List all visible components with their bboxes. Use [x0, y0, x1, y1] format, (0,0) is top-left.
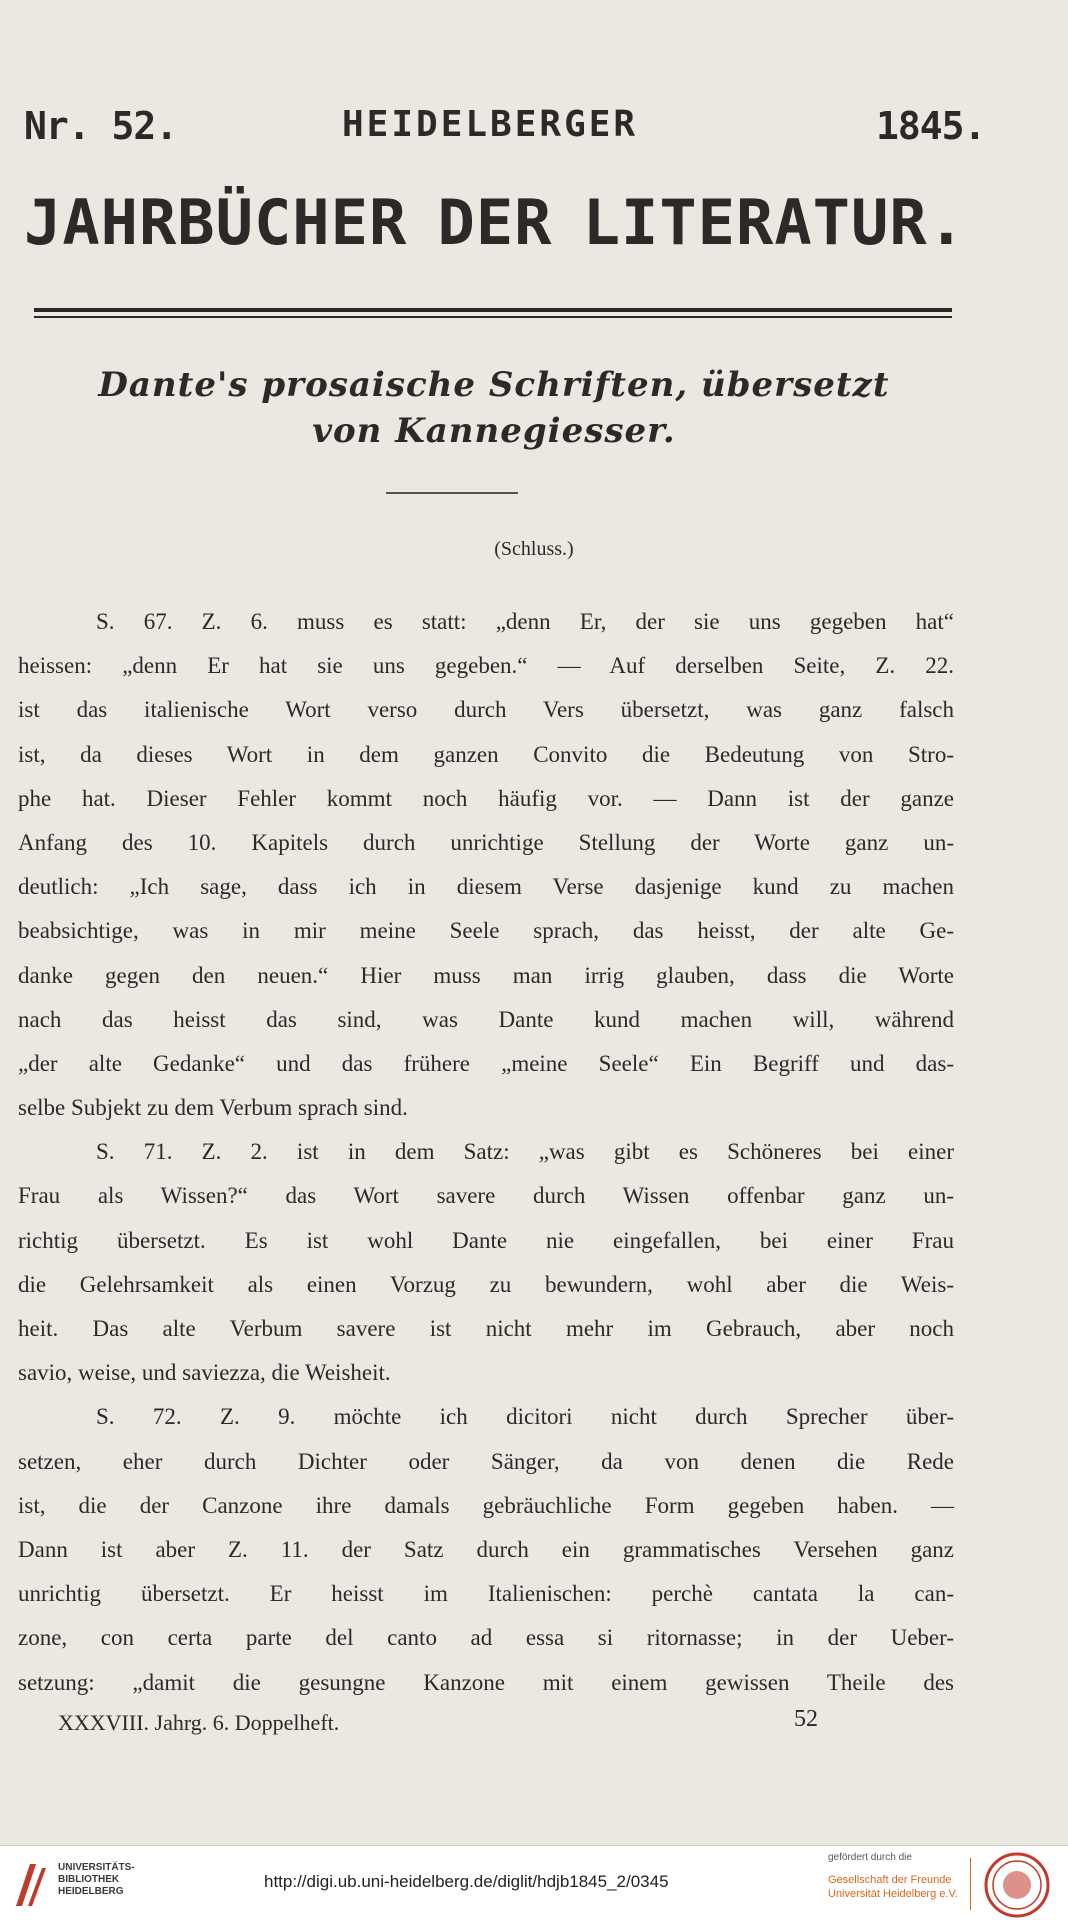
footer-divider — [970, 1858, 971, 1910]
signature-mark: XXXVIII. Jahrg. 6. Doppelheft. — [58, 1710, 340, 1735]
article-title — [24, 362, 964, 454]
text-line: ist, da dieses Wort in dem ganzen Convito die Bedeutung von Stro- — [18, 741, 954, 767]
text-line: phe hat. Dieser Fehler kommt noch häufig vor. — Dann ist der ganze — [18, 785, 954, 811]
viewer-footer — [0, 1845, 1068, 1920]
library-name-line-2: BIBLIOTHEK — [58, 1874, 120, 1885]
library-name-line-3: HEIDELBERG — [58, 1886, 124, 1897]
text-line: setzen, eher durch Dichter oder Sänger, da von denen die Rede — [18, 1448, 954, 1474]
text-line: die Gelehrsamkeit als einen Vorzug zu bewundern, wohl aber die Weis- — [18, 1271, 954, 1297]
masthead-word-1: JAHRBÜCHER — [24, 186, 408, 259]
text-line: Frau als Wissen?“ das Wort savere durch Wissen offenbar ganz un- — [18, 1183, 954, 1209]
text-line: setzung: „damit die gesungne Kanzone mit einem gewissen Theile des — [18, 1669, 954, 1695]
article-title-line-1: Dante's prosaische Schriften, übersetzt — [98, 365, 890, 405]
society-name-line-2: Universität Heidelberg e.V. — [828, 1888, 958, 1900]
text-line: Dann ist aber Z. 11. der Satz durch ein grammatisches Versehen ganz — [18, 1536, 954, 1562]
text-line: unrichtig übersetzt. Er heisst im Italienischen: perchè cantata la can- — [18, 1581, 954, 1607]
masthead — [24, 186, 966, 259]
text-line: selbe Subjekt zu dem Verbum sprach sind. — [18, 1095, 408, 1121]
issue-year: 1845. — [876, 104, 986, 148]
society-name[interactable] — [828, 1873, 958, 1901]
masthead-word-3: LITERATUR. — [582, 186, 966, 259]
library-name — [58, 1862, 135, 1898]
text-line: S. 72. Z. 9. möchte ich dicitori nicht durch Sprecher über- — [96, 1404, 954, 1430]
running-header — [0, 104, 1068, 154]
university-seal-icon[interactable] — [984, 1852, 1050, 1918]
masthead-rule-thin — [34, 316, 952, 318]
text-line: heissen: „denn Er hat sie uns gegeben.“ — Auf derselben Seite, Z. 22. — [18, 653, 954, 679]
text-line: nach das heisst das sind, was Dante kund machen will, während — [18, 1006, 954, 1032]
library-name-line-1: UNIVERSITÄTS- — [58, 1862, 135, 1873]
text-line: Anfang des 10. Kapitels durch unrichtige Stellung der Worte ganz un- — [18, 829, 954, 855]
society-name-line-1: Gesellschaft der Freunde — [828, 1874, 952, 1886]
text-line: savio, weise, und saviezza, die Weisheit. — [18, 1360, 391, 1386]
ub-heidelberg-logo-icon[interactable] — [12, 1858, 50, 1910]
text-line: zone, con certa parte del canto ad essa si ritornasse; in der Ueber- — [18, 1625, 954, 1651]
text-line: richtig übersetzt. Es ist wohl Dante nie eingefallen, bei einer Frau — [18, 1227, 954, 1253]
page-number: 52 — [794, 1706, 818, 1732]
text-line: „der alte Gedanke“ und das frühere „meine Seele“ Ein Begriff und das- — [18, 1050, 954, 1076]
text-line: heit. Das alte Verbum savere ist nicht mehr im Gebrauch, aber noch — [18, 1316, 954, 1341]
text-line: deutlich: „Ich sage, dass ich in diesem Verse dasjenige kund zu machen — [18, 874, 954, 900]
text-line: S. 71. Z. 2. ist in dem Satz: „was gibt es Schöneres bei einer — [96, 1139, 954, 1165]
text-line: beabsichtige, was in mir meine Seele sprach, das heisst, der alte Ge- — [18, 918, 954, 944]
journal-name: HEIDELBERGER — [342, 104, 639, 145]
masthead-rule-thick — [34, 308, 952, 312]
funding-note: gefördert durch die — [828, 1852, 912, 1863]
text-line: ist, die der Canzone ihre damals gebräuchliche Form gegeben haben. — — [18, 1492, 954, 1518]
article-title-line-2: von Kannegiesser. — [312, 411, 676, 451]
text-line: S. 67. Z. 6. muss es statt: „denn Er, der sie uns gegeben hat“ — [96, 609, 954, 634]
issue-number: Nr. 52. — [24, 104, 178, 148]
title-divider — [386, 492, 518, 494]
permalink-url[interactable]: http://digi.ub.uni-heidelberg.de/diglit/hdjb1845_2/0345 — [264, 1872, 669, 1891]
masthead-word-2: DER — [437, 186, 553, 259]
article-body — [18, 600, 954, 1705]
text-line: danke gegen den neuen.“ Hier muss man irrig glauben, dass die Worte — [18, 962, 954, 988]
text-line: ist das italienische Wort verso durch Vers übersetzt, was ganz falsch — [18, 697, 954, 723]
article-subtitle: (Schluss.) — [494, 538, 574, 560]
